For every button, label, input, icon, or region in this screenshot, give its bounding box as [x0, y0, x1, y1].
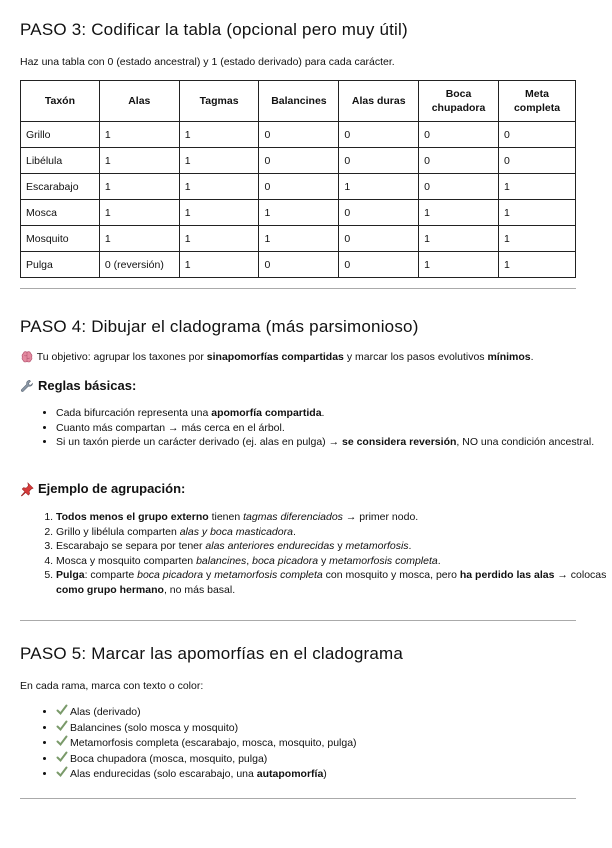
list-item-italic: boca picadora [252, 554, 319, 567]
table-cell: 1 [259, 226, 339, 252]
goal-text-part: . [530, 351, 534, 363]
list-item-italic: boca picadora [137, 569, 204, 581]
list-item [56, 539, 612, 554]
step5-intro: En cada rama, marca con texto o color: [20, 680, 204, 692]
list-item-text: Cada bifurcación representa una [56, 407, 212, 419]
section-divider [20, 288, 576, 289]
list-item-text: Cuanto más compartan → más cerca en el árbol. [56, 421, 285, 434]
list-item [56, 704, 612, 720]
list-item-text: → primer nodo. [342, 511, 419, 523]
table-cell: 0 [419, 122, 499, 148]
brain-icon [20, 350, 34, 364]
table-cell: 1 [419, 200, 499, 226]
list-item [56, 421, 612, 436]
table-row [21, 200, 576, 226]
table-row [21, 122, 576, 148]
list-item-italic: alas anteriores endurecidas [205, 540, 335, 552]
goal-text-part: y marcar los pasos evolutivos [343, 351, 488, 363]
list-item-text: , no más basal. [163, 583, 236, 596]
check-mark-icon [56, 720, 68, 732]
table-cell: 0 [339, 226, 419, 252]
list-item-text: y [334, 540, 346, 552]
list-item-italic: metamorfosis [345, 540, 409, 552]
list-item-bold: autapomorfía [256, 768, 324, 780]
list-item-text: con mosquito y mosca, pero [322, 569, 460, 581]
list-item [56, 751, 612, 767]
example-heading [20, 481, 185, 496]
table-cell: Mosquito [21, 226, 100, 252]
goal-text-bold: sinapomorfías compartidas [206, 351, 344, 363]
list-item [56, 525, 612, 540]
rules-list [20, 406, 612, 450]
list-item-text: Balancines (solo mosca y mosquito) [70, 721, 239, 734]
example-heading-text: Ejemplo de agrupación: [38, 481, 186, 496]
table-cell: 1 [179, 122, 259, 148]
list-item-italic: balancines [196, 554, 247, 567]
list-item [56, 720, 612, 736]
table-header-cell: Meta completa [499, 81, 576, 122]
list-item-text: Mosca y mosquito comparten [56, 554, 197, 567]
goal-text-part: Tu objetivo: agrupar los taxones por [36, 351, 207, 363]
apomorphy-list [20, 704, 612, 782]
table-cell: 0 [499, 148, 576, 174]
list-item-italic: metamorfosis completa [214, 569, 323, 581]
table-cell: 1 [99, 200, 179, 226]
table-header-cell: Alas duras [339, 81, 419, 122]
pushpin-icon [20, 482, 34, 496]
character-table [20, 80, 576, 278]
list-item [56, 766, 612, 782]
table-cell: 1 [179, 252, 259, 278]
table-row [21, 174, 576, 200]
table-cell: 1 [99, 174, 179, 200]
list-item-text: tienen [208, 511, 244, 523]
table-cell: 0 [339, 122, 419, 148]
list-item-italic: tagmas diferenciados [243, 511, 343, 523]
list-item-text: , NO una condición ancestral. [456, 436, 595, 448]
table-cell: 1 [499, 252, 576, 278]
list-item [56, 435, 612, 450]
table-header-cell: Balancines [259, 81, 339, 122]
table-cell: 1 [179, 226, 259, 252]
list-item-bold: Todos menos el grupo externo [56, 511, 209, 523]
table-row [21, 252, 576, 278]
table-cell: 1 [99, 148, 179, 174]
table-header-row [21, 81, 576, 122]
table-cell: 0 [499, 122, 576, 148]
step3-intro: Haz una tabla con 0 (estado ancestral) y 1 (estado derivado) para cada carácter. [20, 56, 395, 68]
table-cell: 0 [259, 252, 339, 278]
table-cell: 0 (reversión) [99, 252, 179, 278]
list-item [56, 735, 612, 751]
list-item-text: Si un taxón pierde un carácter derivado (ej. alas en pulga) → [56, 436, 342, 448]
table-cell: 0 [259, 148, 339, 174]
step4-title: PASO 4: Dibujar el cladograma (más parsimonioso) [20, 317, 419, 336]
list-item-text: . [408, 540, 412, 552]
table-cell: Libélula [21, 148, 100, 174]
table-cell: 1 [419, 252, 499, 278]
list-item-text: . [437, 554, 441, 567]
list-item [56, 568, 612, 597]
rules-heading [20, 378, 136, 393]
table-cell: Grillo [21, 122, 100, 148]
table-row [21, 226, 576, 252]
table-cell: 1 [179, 148, 259, 174]
section-divider [20, 620, 576, 621]
table-cell: 1 [339, 174, 419, 200]
list-item-text: Boca chupadora (mosca, mosquito, pulga) [70, 752, 268, 765]
list-item [56, 554, 612, 569]
list-item-text: . [292, 525, 296, 538]
list-item-text: Grillo y libélula comparten [56, 525, 180, 538]
list-item-text: y [203, 569, 215, 581]
list-item-text: ) [323, 768, 327, 780]
table-cell: 1 [99, 226, 179, 252]
table-header-cell: Tagmas [179, 81, 259, 122]
rules-heading-text: Reglas básicas: [38, 378, 137, 393]
table-cell: 0 [259, 174, 339, 200]
list-item-text: Alas (derivado) [70, 706, 141, 718]
list-item-text: Escarabajo se separa por tener [56, 540, 206, 552]
list-item [56, 510, 612, 525]
list-item-bold: se considera reversión [342, 436, 457, 448]
table-cell: 0 [339, 148, 419, 174]
table-cell: 1 [179, 200, 259, 226]
table-cell: 0 [339, 252, 419, 278]
list-item [56, 406, 612, 421]
table-cell: 1 [419, 226, 499, 252]
section-divider [20, 798, 576, 799]
list-item-text: , [246, 554, 253, 567]
table-cell: Pulga [21, 252, 100, 278]
table-cell: 0 [339, 200, 419, 226]
list-item-text: Alas endurecidas (solo escarabajo, una [70, 768, 257, 780]
list-item-text: . [321, 407, 325, 419]
table-cell: 0 [419, 148, 499, 174]
table-row [21, 148, 576, 174]
table-cell: Escarabajo [21, 174, 100, 200]
goal-text-bold: mínimos [487, 351, 531, 363]
table-cell: 0 [259, 122, 339, 148]
list-item-bold: Pulga [56, 569, 85, 581]
list-item-bold: como grupo hermano [56, 583, 164, 596]
example-list [20, 510, 612, 597]
list-item-text: y [318, 554, 330, 567]
step5-title: PASO 5: Marcar las apomorfías en el cladograma [20, 644, 404, 663]
table-cell: 1 [499, 174, 576, 200]
table-cell: 1 [179, 174, 259, 200]
list-item-italic: alas y boca masticadora [179, 525, 293, 538]
wrench-icon [20, 379, 34, 393]
list-item-bold: apomorfía compartida [211, 407, 322, 419]
table-header-cell: Boca chupadora [419, 81, 499, 122]
list-item-text: Metamorfosis completa (escarabajo, mosca, mosquito, pulga) [70, 737, 357, 749]
table-cell: 1 [499, 226, 576, 252]
check-mark-icon [56, 704, 68, 716]
table-cell: 1 [499, 200, 576, 226]
list-item-text: : comparte [84, 569, 138, 581]
check-mark-icon [56, 751, 68, 763]
table-header-cell: Alas [99, 81, 179, 122]
table-cell: Mosca [21, 200, 100, 226]
table-cell: 1 [99, 122, 179, 148]
table-header-cell: Taxón [21, 81, 100, 122]
check-mark-icon [56, 735, 68, 747]
check-mark-icon [56, 766, 68, 778]
step3-title: PASO 3: Codificar la tabla (opcional pero muy útil) [20, 20, 408, 39]
goal-text [20, 350, 534, 364]
list-item-bold: ha perdido las alas [459, 569, 555, 581]
list-item-italic: metamorfosis completa [329, 554, 438, 567]
list-item-text: → colocas [554, 569, 607, 581]
table-cell: 1 [259, 200, 339, 226]
table-cell: 0 [419, 174, 499, 200]
